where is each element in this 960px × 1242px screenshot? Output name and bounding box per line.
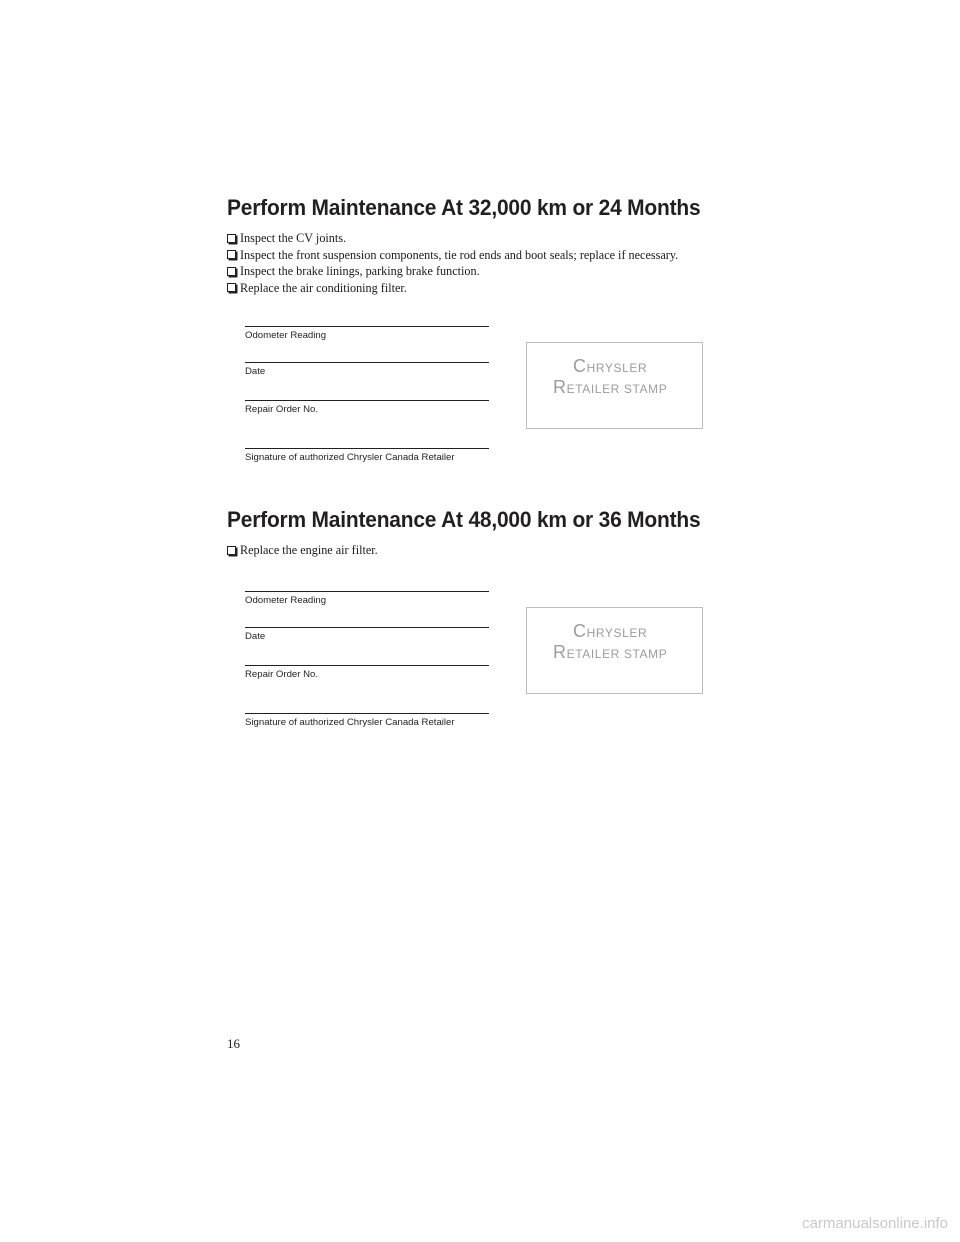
section-title: Perform Maintenance At 32,000 km or 24 Months: [227, 195, 701, 220]
section-title: Perform Maintenance At 48,000 km or 36 Months: [227, 507, 701, 532]
checklist-item: [227, 263, 747, 280]
stamp-line-1: CHRYSLER: [573, 621, 648, 641]
maintenance-section-48000: [227, 506, 747, 559]
odometer-label: Odometer Reading: [245, 330, 327, 341]
checklist-item-text: Inspect the front suspension components, tie rod ends and boot seals; replace if necessary.: [240, 247, 679, 262]
checkbox-icon: [227, 546, 236, 555]
field-line: [245, 627, 489, 628]
field-line: [245, 326, 489, 327]
repair-order-label: Repair Order No.: [245, 669, 319, 680]
odometer-field: [245, 326, 489, 362]
signature-field: [245, 448, 489, 464]
checklist-item: [227, 280, 747, 297]
signature-label: Signature of authorized Chrysler Canada Retailer: [245, 717, 455, 728]
record-form: [245, 591, 489, 729]
checklist: [227, 542, 747, 559]
checkbox-icon: [227, 283, 236, 292]
repair-order-field: [245, 665, 489, 713]
date-field: [245, 627, 489, 665]
checkbox-icon: [227, 267, 236, 276]
record-form: [245, 326, 489, 464]
checklist-item-text: Replace the air conditioning filter.: [240, 280, 407, 295]
field-line: [245, 362, 489, 363]
date-label: Date: [245, 366, 266, 377]
stamp-line-1: CHRYSLER: [573, 356, 648, 376]
checklist-item-text: Inspect the CV joints.: [240, 231, 347, 245]
checklist-item: [227, 542, 747, 559]
checkbox-icon: [227, 234, 236, 243]
checkbox-icon: [227, 250, 236, 259]
checklist-item: [227, 230, 747, 247]
odometer-field: [245, 591, 489, 627]
field-line: [245, 591, 489, 592]
stamp-line-2: RETAILER STAMP: [553, 377, 668, 397]
signature-label: Signature of authorized Chrysler Canada Retailer: [245, 452, 455, 463]
checklist: [227, 230, 747, 296]
checklist-item-text: Inspect the brake linings, parking brake function.: [240, 264, 480, 278]
signature-field: [245, 713, 489, 729]
retailer-stamp-box: [526, 607, 703, 694]
retailer-stamp-box: [526, 342, 703, 429]
stamp-line-2: RETAILER STAMP: [553, 642, 668, 662]
field-line: [245, 448, 489, 449]
page-number: 16: [227, 1036, 240, 1051]
field-line: [245, 665, 489, 666]
date-label: Date: [245, 631, 266, 642]
checklist-item-text: Replace the engine air filter.: [240, 543, 378, 557]
repair-order-field: [245, 400, 489, 448]
field-line: [245, 713, 489, 714]
odometer-label: Odometer Reading: [245, 595, 327, 606]
date-field: [245, 362, 489, 400]
field-line: [245, 400, 489, 401]
repair-order-label: Repair Order No.: [245, 404, 319, 415]
checklist-item: [227, 247, 747, 264]
watermark: carmanualsonline.info: [802, 1215, 948, 1232]
maintenance-section-32000: [227, 194, 747, 296]
